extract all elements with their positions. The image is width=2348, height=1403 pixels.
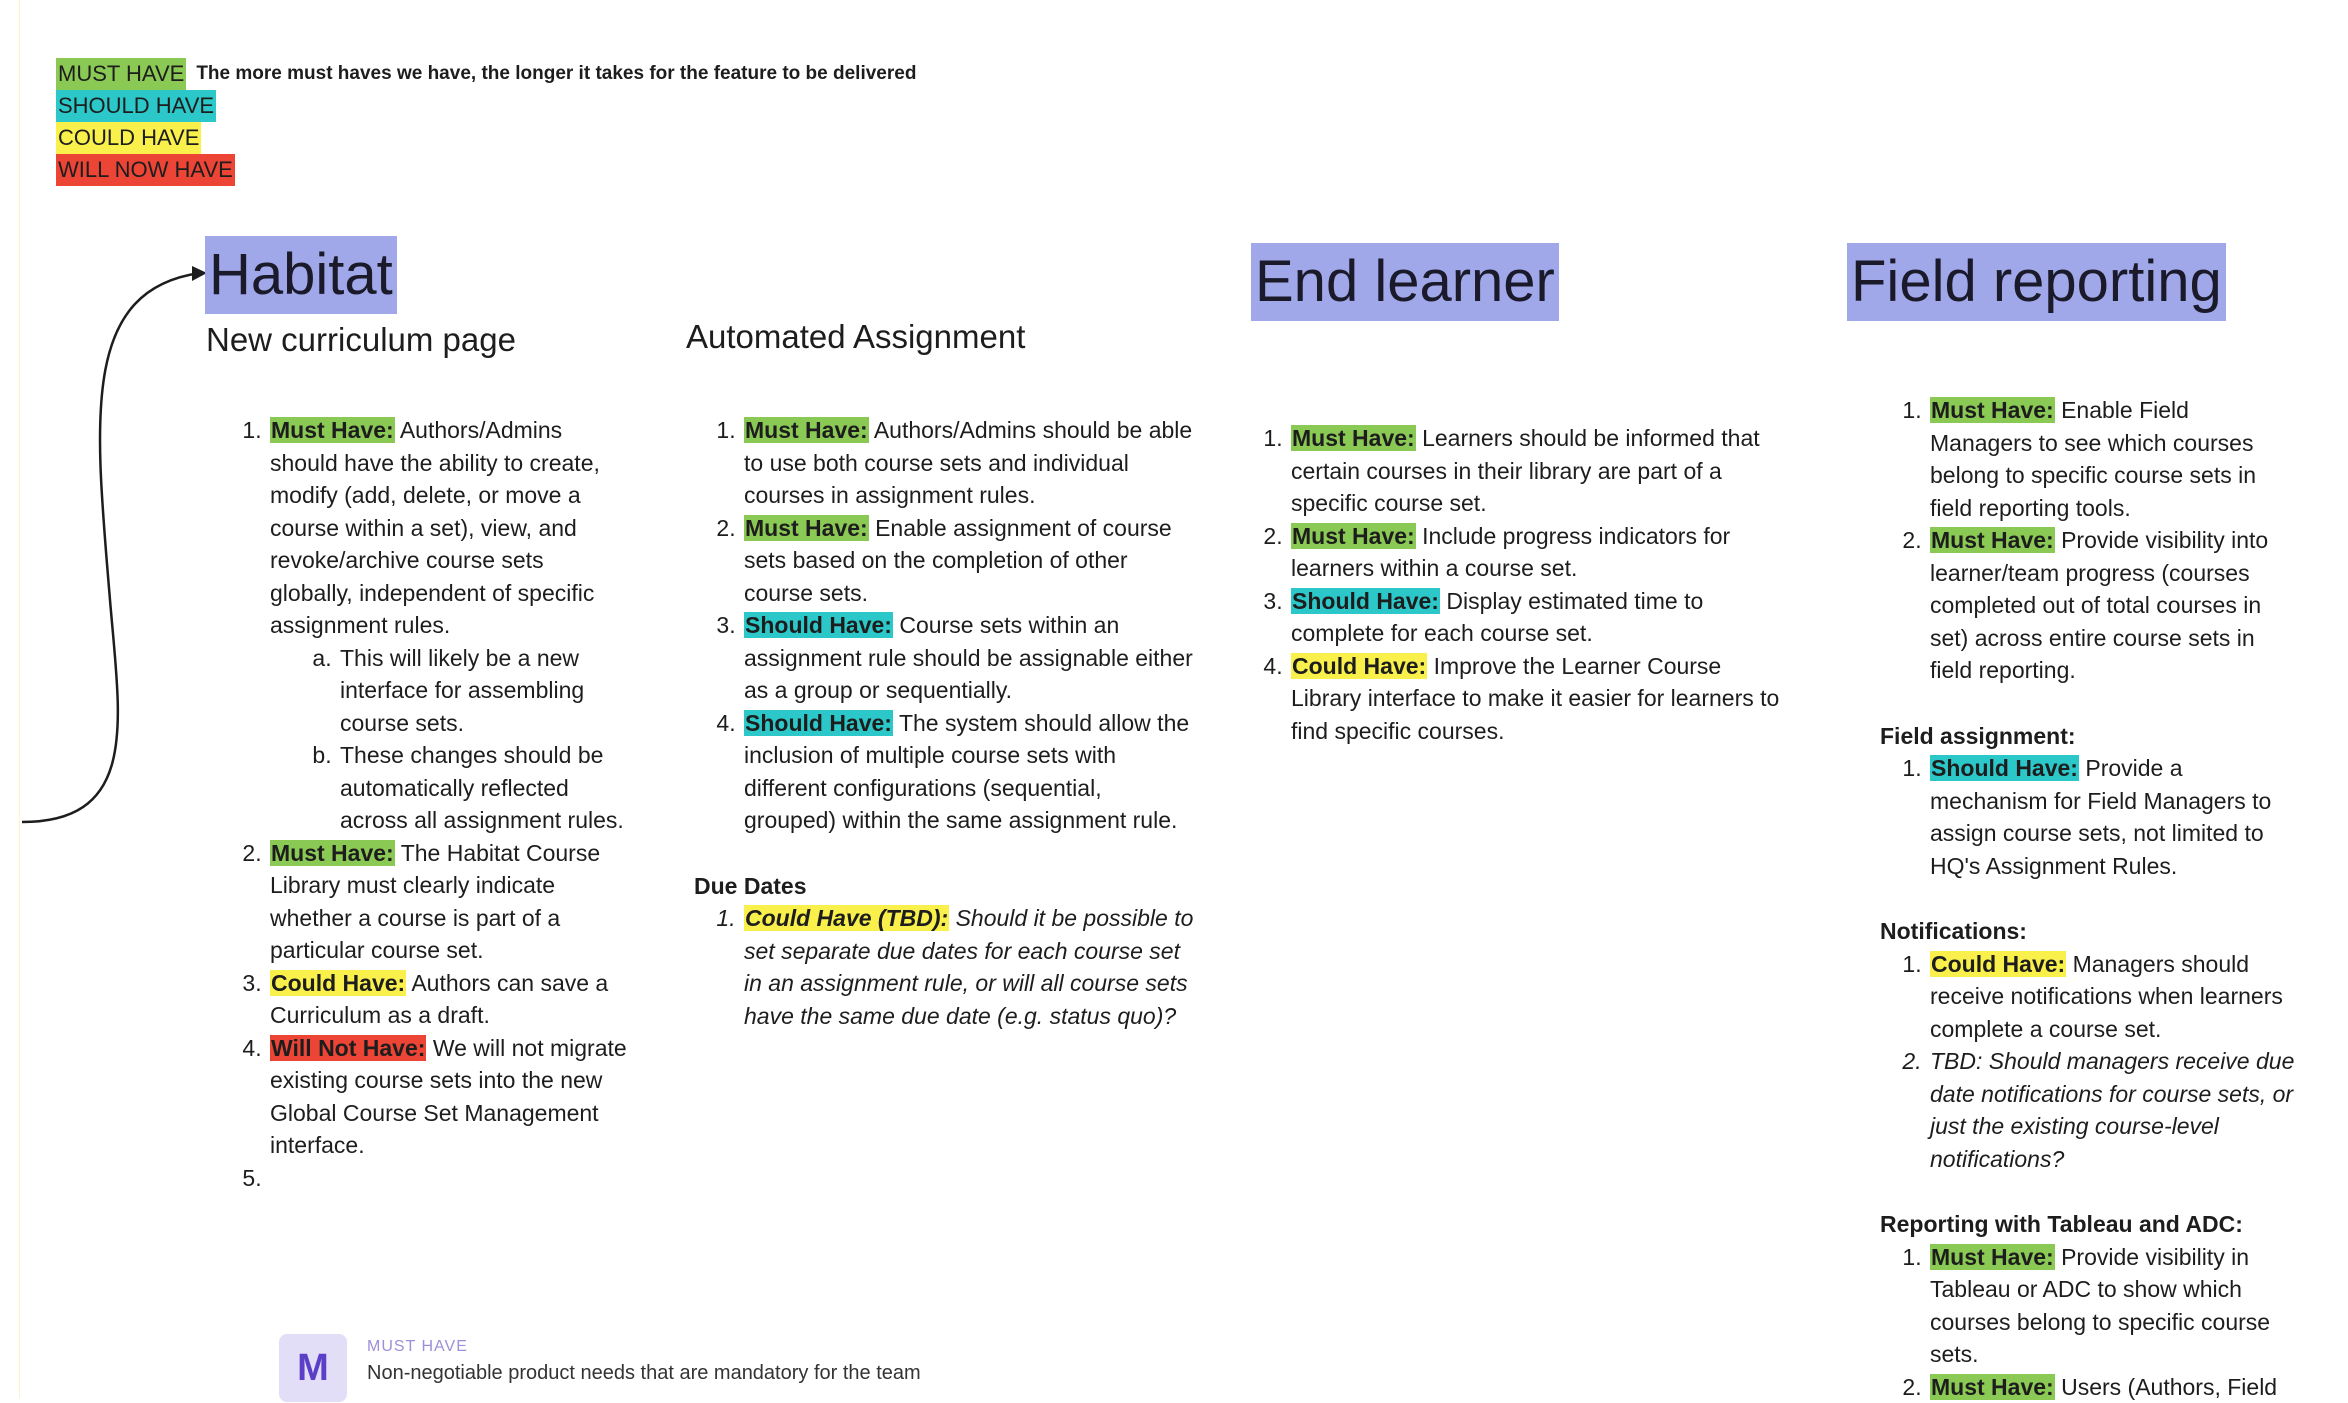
due-dates-list	[694, 902, 1194, 1032]
list-item	[268, 967, 630, 1032]
field-list-block[interactable]	[1880, 394, 2295, 1403]
automated-list-block[interactable]	[694, 414, 1194, 1032]
list-item	[742, 707, 1194, 837]
list-item: 2. TBD: Should managers receive due date notifications for course sets, or just the existing course-level notifications?	[1928, 1045, 2295, 1175]
priority-tag: Must Have:	[744, 515, 869, 541]
card-avatar: M	[279, 1334, 347, 1402]
field-assignment-list	[1880, 752, 2295, 882]
priority-tag: Should Have:	[1291, 588, 1440, 614]
list-item-text: Enable Field Managers to see which courses belong to specific course sets in field reporting tools.	[1930, 397, 2256, 521]
reporting-list	[1880, 1241, 2295, 1403]
list-item-text: Authors/Admins should be able to use both course sets and individual courses in assignment rules.	[744, 417, 1192, 508]
list-item	[1289, 422, 1786, 520]
list-item-text: We will not migrate existing course sets into the new Global Course Set Management interface.	[270, 1035, 627, 1159]
field-list	[1880, 394, 2295, 687]
priority-tag: Must Have:	[744, 417, 869, 443]
title-field-reporting[interactable]: Field reporting	[1847, 243, 2226, 321]
list-item	[742, 414, 1194, 512]
list-item	[1928, 752, 2295, 882]
priority-tag: Could Have (TBD):	[744, 905, 949, 931]
list-item-empty	[268, 1162, 630, 1195]
priority-tag: Must Have:	[1930, 397, 2055, 423]
sub-list-item: a. This will likely be a new interface for assembling course sets.	[338, 642, 630, 740]
legend-must-have[interactable]: MUST HAVE	[56, 58, 186, 90]
learner-list-block[interactable]	[1241, 422, 1786, 747]
list-item	[1289, 520, 1786, 585]
priority-tag: Could Have:	[1291, 653, 1427, 679]
list-item-text: Course sets within an assignment rule should be assignable either as a group or sequentially.	[744, 612, 1193, 703]
list-item-text: Provide visibility into learner/team progress (courses completed out of total courses in set) across entire course sets in field reporting.	[1930, 527, 2268, 683]
priority-tag: Should Have:	[744, 710, 893, 736]
list-item	[268, 837, 630, 967]
sub-list-item: b. These changes should be automatically reflected across all assignment rules.	[338, 739, 630, 837]
priority-tag: Must Have:	[1930, 1244, 2055, 1270]
list-item-text: Improve the Learner Course Library interface to make it easier for learners to find specific courses.	[1291, 653, 1779, 744]
priority-tag: Could Have:	[1930, 951, 2066, 977]
notifications-list	[1880, 948, 2295, 1176]
legend-note[interactable]: The more must haves we have, the longer it takes for the feature to be delivered	[196, 58, 916, 90]
card-text	[367, 1334, 921, 1385]
list-item-text: Managers should receive notifications when learners complete a course set.	[1930, 951, 2283, 1042]
list-item-text: Enable assignment of course sets based on the completion of other course sets.	[744, 515, 1172, 606]
list-item	[1928, 1241, 2295, 1371]
list-item	[742, 512, 1194, 610]
card-label: MUST HAVE	[367, 1338, 921, 1356]
list-item-text: Authors/Admins should have the ability to create, modify (add, delete, or move a course within a set), view, and revoke/archive course sets globally, independent of specific assignment rules.	[270, 417, 600, 638]
list-item-text: The system should allow the inclusion of multiple course sets with different configurations (sequential, grouped) within the same assignment rule.	[744, 710, 1189, 834]
list-item-text: The Habitat Course Library must clearly indicate whether a course is part of a particular course set.	[270, 840, 600, 964]
card-description: Non-negotiable product needs that are mandatory for the team	[367, 1362, 921, 1385]
list-item-text: Provide visibility in Tableau or ADC to show which courses belong to specific course sets.	[1930, 1244, 2270, 1368]
priority-tag: Should Have:	[744, 612, 893, 638]
list-item-text: Provide a mechanism for Field Managers to assign course sets, not limited to HQ's Assignment Rules.	[1930, 755, 2271, 879]
subtitle-automated-assignment[interactable]: Automated Assignment	[686, 318, 1025, 356]
list-item	[742, 902, 1194, 1032]
list-item-text: Include progress indicators for learners within a course set.	[1291, 523, 1730, 582]
field-assignment-heading: Field assignment:	[1880, 720, 2295, 753]
priority-tag: Will Not Have:	[270, 1035, 426, 1061]
priority-tag: Must Have:	[1291, 523, 1416, 549]
list-item	[1289, 585, 1786, 650]
legend-will-not-have[interactable]: WILL NOW HAVE	[56, 154, 235, 186]
list-item	[1928, 1371, 2295, 1403]
priority-tag: Must Have:	[1291, 425, 1416, 451]
must-have-card[interactable]	[279, 1334, 921, 1402]
learner-list	[1241, 422, 1786, 747]
list-item	[268, 414, 630, 837]
legend-should-have[interactable]: SHOULD HAVE	[56, 90, 216, 122]
priority-tag: Must Have:	[270, 840, 395, 866]
priority-tag: Could Have:	[270, 970, 406, 996]
curriculum-list	[220, 414, 630, 1194]
due-dates-heading: Due Dates	[694, 870, 1194, 903]
title-end-learner[interactable]: End learner	[1251, 243, 1559, 321]
subtitle-new-curriculum[interactable]: New curriculum page	[206, 321, 516, 359]
list-item	[1928, 524, 2295, 687]
list-item	[742, 609, 1194, 707]
reporting-heading: Reporting with Tableau and ADC:	[1880, 1208, 2295, 1241]
connector-arrow[interactable]	[0, 0, 230, 840]
list-item-text: Users (Authors, Field	[2061, 1374, 2277, 1400]
list-item	[268, 1032, 630, 1162]
list-item-text: Learners should be informed that certain courses in their library are part of a specific course set.	[1291, 425, 1760, 516]
curriculum-list-block[interactable]	[220, 414, 630, 1194]
priority-tag: Must Have:	[1930, 527, 2055, 553]
title-habitat[interactable]: Habitat	[205, 236, 397, 314]
priority-tag: Should Have:	[1930, 755, 2079, 781]
priority-tag: Must Have:	[270, 417, 395, 443]
list-item	[1928, 394, 2295, 524]
list-item-text: Should it be possible to set separate due dates for each course set in an assignment rule, or will all course sets have the same due date (e.g. status quo)?	[744, 905, 1193, 1029]
legend-could-have[interactable]: COULD HAVE	[56, 122, 201, 154]
automated-list	[694, 414, 1194, 837]
list-item	[1289, 650, 1786, 748]
priority-tag: Must Have:	[1930, 1374, 2055, 1400]
notifications-heading: Notifications:	[1880, 915, 2295, 948]
list-item-text: Display estimated time to complete for each course set.	[1291, 588, 1703, 647]
list-item-text: Authors can save a Curriculum as a draft.	[270, 970, 608, 1029]
list-item	[1928, 948, 2295, 1046]
